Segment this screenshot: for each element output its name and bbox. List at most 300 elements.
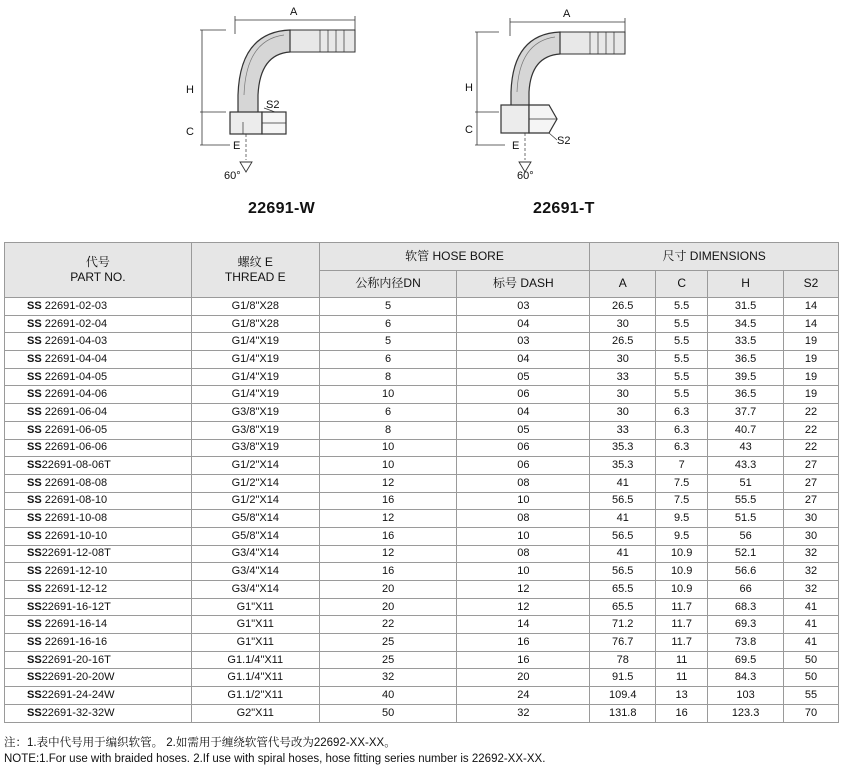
- part-number: 22691-02-03: [41, 299, 108, 312]
- part-number-cell: [5, 351, 192, 369]
- cell-dn: 22: [319, 616, 457, 634]
- dimensions-table: [4, 242, 839, 723]
- cell-dash: 08: [457, 545, 590, 563]
- part-number: 22691-06-06: [41, 441, 108, 454]
- header-thread-en: THREAD E: [224, 270, 286, 284]
- table-row: [5, 581, 839, 599]
- cell-s2: 27: [784, 457, 839, 475]
- table-row: [5, 492, 839, 510]
- cell-thread: G1/4"X19: [191, 333, 319, 351]
- part-number-cell: [5, 368, 192, 386]
- dim-c-label: C: [186, 126, 194, 138]
- part-number: 22691-16-12T: [41, 600, 111, 613]
- table-row: [5, 545, 839, 563]
- cell-h: 56: [708, 527, 784, 545]
- cell-dash: 16: [457, 634, 590, 652]
- dim-s2-label: S2: [266, 99, 280, 111]
- cell-dash: 04: [457, 351, 590, 369]
- cell-dn: 10: [319, 439, 457, 457]
- cell-h: 36.5: [708, 351, 784, 369]
- table-row: [5, 457, 839, 475]
- cell-h: 66: [708, 581, 784, 599]
- cell-thread: G1.1/4"X11: [191, 651, 319, 669]
- table-row: [5, 368, 839, 386]
- cell-c: 13: [656, 687, 708, 705]
- header-h: H: [708, 270, 784, 298]
- cell-s2: 27: [784, 492, 839, 510]
- part-number: 22691-24-24W: [41, 688, 115, 701]
- cell-dn: 20: [319, 581, 457, 599]
- cell-c: 11.7: [656, 634, 708, 652]
- header-part-no: [5, 243, 192, 298]
- cell-a: 41: [590, 545, 656, 563]
- dim-e-label: E: [233, 140, 241, 152]
- cell-s2: 22: [784, 404, 839, 422]
- part-prefix: SS: [27, 600, 42, 613]
- header-part-en: PART NO.: [70, 270, 126, 284]
- cell-thread: G1"X11: [191, 616, 319, 634]
- cell-thread: G1/2"X14: [191, 474, 319, 492]
- part-prefix: SS: [27, 653, 42, 666]
- cell-h: 40.7: [708, 421, 784, 439]
- cell-c: 16: [656, 704, 708, 722]
- cell-a: 30: [590, 386, 656, 404]
- table-body: [5, 298, 839, 723]
- cell-a: 35.3: [590, 457, 656, 475]
- header-s2: S2: [784, 270, 839, 298]
- cell-h: 123.3: [708, 704, 784, 722]
- cell-h: 55.5: [708, 492, 784, 510]
- cell-thread: G1/4"X19: [191, 368, 319, 386]
- part-number: 22691-08-10: [41, 494, 108, 507]
- figure-title-t: 22691-T: [533, 200, 595, 217]
- part-number: 22691-04-06: [41, 388, 108, 401]
- cell-dn: 5: [319, 333, 457, 351]
- table-row: [5, 474, 839, 492]
- cell-dash: 04: [457, 315, 590, 333]
- cell-thread: G5/8"X14: [191, 527, 319, 545]
- part-number-cell: [5, 439, 192, 457]
- cell-dash: 08: [457, 474, 590, 492]
- dim-h-label: H: [186, 84, 194, 96]
- table-row: [5, 439, 839, 457]
- table-row: [5, 651, 839, 669]
- cell-dash: 12: [457, 581, 590, 599]
- cell-dn: 10: [319, 457, 457, 475]
- cell-s2: 14: [784, 298, 839, 316]
- part-number: 22691-20-20W: [41, 671, 115, 684]
- cell-a: 26.5: [590, 333, 656, 351]
- cell-dn: 6: [319, 404, 457, 422]
- cell-thread: G1/2"X14: [191, 457, 319, 475]
- cell-thread: G3/8"X19: [191, 439, 319, 457]
- cell-c: 11: [656, 651, 708, 669]
- cell-h: 69.3: [708, 616, 784, 634]
- cell-s2: 70: [784, 704, 839, 722]
- part-prefix: SS: [27, 459, 42, 472]
- angle-label: 60°: [517, 170, 534, 182]
- part-prefix: SS: [27, 529, 42, 542]
- cell-dash: 10: [457, 527, 590, 545]
- cell-c: 7.5: [656, 492, 708, 510]
- header-hose-bore: 软管 HOSE BORE: [319, 243, 590, 271]
- cell-h: 52.1: [708, 545, 784, 563]
- cell-thread: G1"X11: [191, 634, 319, 652]
- cell-dash: 12: [457, 598, 590, 616]
- part-number-cell: [5, 333, 192, 351]
- cell-thread: G1/8"X28: [191, 315, 319, 333]
- part-prefix: SS: [27, 476, 42, 489]
- part-prefix: SS: [27, 317, 42, 330]
- cell-thread: G3/8"X19: [191, 404, 319, 422]
- cell-a: 65.5: [590, 581, 656, 599]
- cell-thread: G3/8"X19: [191, 421, 319, 439]
- cell-h: 34.5: [708, 315, 784, 333]
- cell-s2: 50: [784, 651, 839, 669]
- cell-s2: 41: [784, 634, 839, 652]
- cell-c: 11.7: [656, 616, 708, 634]
- cell-thread: G1/4"X19: [191, 351, 319, 369]
- cell-dn: 20: [319, 598, 457, 616]
- cell-dn: 12: [319, 510, 457, 528]
- cell-s2: 30: [784, 527, 839, 545]
- part-number-cell: [5, 421, 192, 439]
- table-row: [5, 598, 839, 616]
- cell-s2: 22: [784, 421, 839, 439]
- dim-h-label: H: [465, 82, 473, 94]
- part-number: 22691-02-04: [41, 317, 108, 330]
- header-c: C: [656, 270, 708, 298]
- cell-s2: 41: [784, 616, 839, 634]
- cell-h: 69.5: [708, 651, 784, 669]
- cell-h: 51.5: [708, 510, 784, 528]
- cell-a: 30: [590, 351, 656, 369]
- cell-c: 5.5: [656, 386, 708, 404]
- cell-a: 131.8: [590, 704, 656, 722]
- cell-h: 31.5: [708, 298, 784, 316]
- cell-thread: G3/4"X14: [191, 563, 319, 581]
- part-number: 22691-16-16: [41, 635, 108, 648]
- figure-title-w: 22691-W: [248, 200, 316, 217]
- cell-h: 84.3: [708, 669, 784, 687]
- part-number: 22691-12-12: [41, 582, 108, 595]
- cell-a: 56.5: [590, 492, 656, 510]
- table-row: [5, 333, 839, 351]
- part-prefix: SS: [27, 671, 42, 684]
- part-number-cell: [5, 616, 192, 634]
- cell-a: 30: [590, 315, 656, 333]
- cell-c: 10.9: [656, 581, 708, 599]
- part-number-cell: [5, 651, 192, 669]
- cell-s2: 50: [784, 669, 839, 687]
- table-row: [5, 563, 839, 581]
- cell-c: 7.5: [656, 474, 708, 492]
- cell-c: 5.5: [656, 333, 708, 351]
- part-number-cell: [5, 474, 192, 492]
- dim-a-label: A: [290, 6, 298, 18]
- table-row: [5, 704, 839, 722]
- cell-a: 65.5: [590, 598, 656, 616]
- cell-a: 33: [590, 421, 656, 439]
- cell-a: 26.5: [590, 298, 656, 316]
- table-row: [5, 386, 839, 404]
- cell-dn: 12: [319, 474, 457, 492]
- header-dn: 公称内径DN: [319, 270, 457, 298]
- cell-dash: 03: [457, 298, 590, 316]
- part-number-cell: [5, 386, 192, 404]
- cell-c: 5.5: [656, 315, 708, 333]
- part-prefix: SS: [27, 370, 42, 383]
- cell-dash: 10: [457, 492, 590, 510]
- cell-s2: 19: [784, 368, 839, 386]
- dim-a-label: A: [563, 8, 571, 20]
- cell-a: 76.7: [590, 634, 656, 652]
- part-prefix: SS: [27, 299, 42, 312]
- part-prefix: SS: [27, 423, 42, 436]
- cell-dn: 25: [319, 634, 457, 652]
- part-number: 22691-16-14: [41, 618, 108, 631]
- cell-s2: 55: [784, 687, 839, 705]
- part-number-cell: [5, 315, 192, 333]
- cell-dn: 10: [319, 386, 457, 404]
- cell-h: 51: [708, 474, 784, 492]
- header-dash: 标号 DASH: [457, 270, 590, 298]
- note-cn: 注：1.表中代号用于编织软管。 2.如需用于缠绕软管代号改为22692-XX-XX。: [4, 737, 396, 749]
- part-number-cell: [5, 457, 192, 475]
- cell-thread: G3/4"X14: [191, 581, 319, 599]
- cell-h: 43.3: [708, 457, 784, 475]
- part-prefix: SS: [27, 688, 42, 701]
- part-prefix: SS: [27, 706, 42, 719]
- part-number: 22691-04-04: [41, 352, 108, 365]
- part-number-cell: [5, 669, 192, 687]
- part-number: 22691-06-04: [41, 405, 108, 418]
- header-a: A: [590, 270, 656, 298]
- part-number: 22691-20-16T: [41, 653, 111, 666]
- cell-a: 91.5: [590, 669, 656, 687]
- cell-c: 10.9: [656, 545, 708, 563]
- cell-c: 5.5: [656, 351, 708, 369]
- dim-s2-label: S2: [557, 135, 571, 147]
- dim-c-label: C: [465, 124, 473, 136]
- cell-s2: 32: [784, 545, 839, 563]
- cell-a: 78: [590, 651, 656, 669]
- part-prefix: SS: [27, 618, 42, 631]
- cell-dash: 05: [457, 368, 590, 386]
- cell-dn: 12: [319, 545, 457, 563]
- part-number-cell: [5, 581, 192, 599]
- cell-dn: 8: [319, 368, 457, 386]
- part-prefix: SS: [27, 335, 42, 348]
- part-number-cell: [5, 404, 192, 422]
- cell-a: 56.5: [590, 563, 656, 581]
- cell-thread: G1/8"X28: [191, 298, 319, 316]
- cell-dash: 32: [457, 704, 590, 722]
- cell-dn: 40: [319, 687, 457, 705]
- fitting-t-drawing: [465, 0, 665, 200]
- header-dimensions: 尺寸 DIMENSIONS: [590, 243, 839, 271]
- part-number-cell: [5, 687, 192, 705]
- cell-c: 6.3: [656, 439, 708, 457]
- cell-dash: 08: [457, 510, 590, 528]
- cell-a: 33: [590, 368, 656, 386]
- table-row: [5, 616, 839, 634]
- fitting-w-drawing: [180, 0, 380, 200]
- cell-s2: 32: [784, 563, 839, 581]
- cell-dn: 6: [319, 315, 457, 333]
- cell-dash: 14: [457, 616, 590, 634]
- cell-a: 41: [590, 474, 656, 492]
- cell-h: 103: [708, 687, 784, 705]
- cell-dash: 06: [457, 439, 590, 457]
- angle-label: 60°: [224, 170, 241, 182]
- dim-e-label: E: [512, 140, 520, 152]
- table-row: [5, 687, 839, 705]
- cell-dn: 5: [319, 298, 457, 316]
- cell-a: 109.4: [590, 687, 656, 705]
- part-number-cell: [5, 704, 192, 722]
- cell-h: 73.8: [708, 634, 784, 652]
- cell-c: 5.5: [656, 368, 708, 386]
- cell-dash: 03: [457, 333, 590, 351]
- cell-s2: 19: [784, 351, 839, 369]
- cell-a: 71.2: [590, 616, 656, 634]
- part-prefix: SS: [27, 388, 42, 401]
- cell-a: 35.3: [590, 439, 656, 457]
- cell-c: 9.5: [656, 527, 708, 545]
- cell-h: 56.6: [708, 563, 784, 581]
- cell-dash: 16: [457, 651, 590, 669]
- cell-dn: 16: [319, 563, 457, 581]
- cell-dn: 16: [319, 527, 457, 545]
- cell-c: 11: [656, 669, 708, 687]
- cell-a: 30: [590, 404, 656, 422]
- part-number-cell: [5, 545, 192, 563]
- cell-dash: 05: [457, 421, 590, 439]
- part-prefix: SS: [27, 512, 42, 525]
- cell-h: 36.5: [708, 386, 784, 404]
- cell-s2: 19: [784, 386, 839, 404]
- cell-thread: G2"X11: [191, 704, 319, 722]
- cell-h: 33.5: [708, 333, 784, 351]
- cell-dash: 06: [457, 457, 590, 475]
- table-row: [5, 351, 839, 369]
- part-number-cell: [5, 510, 192, 528]
- part-number: 22691-04-05: [41, 370, 108, 383]
- cell-dn: 32: [319, 669, 457, 687]
- header-thread: [191, 243, 319, 298]
- part-number-cell: [5, 492, 192, 510]
- cell-dn: 8: [319, 421, 457, 439]
- cell-c: 10.9: [656, 563, 708, 581]
- cell-dn: 25: [319, 651, 457, 669]
- part-number-cell: [5, 634, 192, 652]
- part-prefix: SS: [27, 405, 42, 418]
- part-number: 22691-10-10: [41, 529, 108, 542]
- cell-c: 5.5: [656, 298, 708, 316]
- cell-s2: 14: [784, 315, 839, 333]
- table-row: [5, 669, 839, 687]
- cell-thread: G1.1/2"X11: [191, 687, 319, 705]
- cell-thread: G5/8"X14: [191, 510, 319, 528]
- cell-a: 41: [590, 510, 656, 528]
- cell-thread: G1/2"X14: [191, 492, 319, 510]
- cell-s2: 41: [784, 598, 839, 616]
- cell-thread: G1"X11: [191, 598, 319, 616]
- cell-dash: 24: [457, 687, 590, 705]
- part-prefix: SS: [27, 352, 42, 365]
- cell-thread: G1/4"X19: [191, 386, 319, 404]
- header-part-cn: 代号: [85, 255, 110, 269]
- part-prefix: SS: [27, 441, 42, 454]
- drawing-22691-t: [465, 0, 665, 236]
- cell-h: 68.3: [708, 598, 784, 616]
- cell-dn: 50: [319, 704, 457, 722]
- cell-s2: 30: [784, 510, 839, 528]
- note-en: NOTE:1.For use with braided hoses. 2.If use with spiral hoses, hose fitting series number is 22692-XX-XX.: [4, 753, 546, 765]
- table-header: [5, 243, 839, 298]
- cell-s2: 27: [784, 474, 839, 492]
- cell-c: 11.7: [656, 598, 708, 616]
- cell-dash: 20: [457, 669, 590, 687]
- cell-h: 37.7: [708, 404, 784, 422]
- part-number: 22691-12-08T: [41, 547, 111, 560]
- part-number-cell: [5, 563, 192, 581]
- cell-c: 7: [656, 457, 708, 475]
- cell-h: 39.5: [708, 368, 784, 386]
- table-row: [5, 510, 839, 528]
- cell-a: 56.5: [590, 527, 656, 545]
- part-number: 22691-12-10: [41, 565, 108, 578]
- cell-thread: G3/4"X14: [191, 545, 319, 563]
- part-prefix: SS: [27, 565, 42, 578]
- part-prefix: SS: [27, 635, 42, 648]
- table-row: [5, 298, 839, 316]
- part-number: 22691-08-08: [41, 476, 108, 489]
- cell-dn: 6: [319, 351, 457, 369]
- part-number: 22691-32-32W: [41, 706, 115, 719]
- cell-h: 43: [708, 439, 784, 457]
- cell-thread: G1.1/4"X11: [191, 669, 319, 687]
- table-row: [5, 421, 839, 439]
- cell-dash: 06: [457, 386, 590, 404]
- cell-c: 6.3: [656, 421, 708, 439]
- table-row: [5, 404, 839, 422]
- part-number: 22691-10-08: [41, 512, 108, 525]
- part-number: 22691-04-03: [41, 335, 108, 348]
- part-prefix: SS: [27, 494, 42, 507]
- part-number: 22691-06-05: [41, 423, 108, 436]
- part-number-cell: [5, 527, 192, 545]
- part-number: 22691-08-06T: [41, 459, 111, 472]
- cell-s2: 19: [784, 333, 839, 351]
- cell-dn: 16: [319, 492, 457, 510]
- table-row: [5, 527, 839, 545]
- table-row: [5, 634, 839, 652]
- part-number-cell: [5, 598, 192, 616]
- cell-c: 9.5: [656, 510, 708, 528]
- header-thread-cn: 螺纹 E: [237, 255, 273, 269]
- part-prefix: SS: [27, 547, 42, 560]
- cell-c: 6.3: [656, 404, 708, 422]
- drawing-22691-w: [180, 0, 380, 236]
- part-number-cell: [5, 298, 192, 316]
- table-row: [5, 315, 839, 333]
- part-prefix: SS: [27, 582, 42, 595]
- cell-dash: 04: [457, 404, 590, 422]
- cell-s2: 32: [784, 581, 839, 599]
- cell-s2: 22: [784, 439, 839, 457]
